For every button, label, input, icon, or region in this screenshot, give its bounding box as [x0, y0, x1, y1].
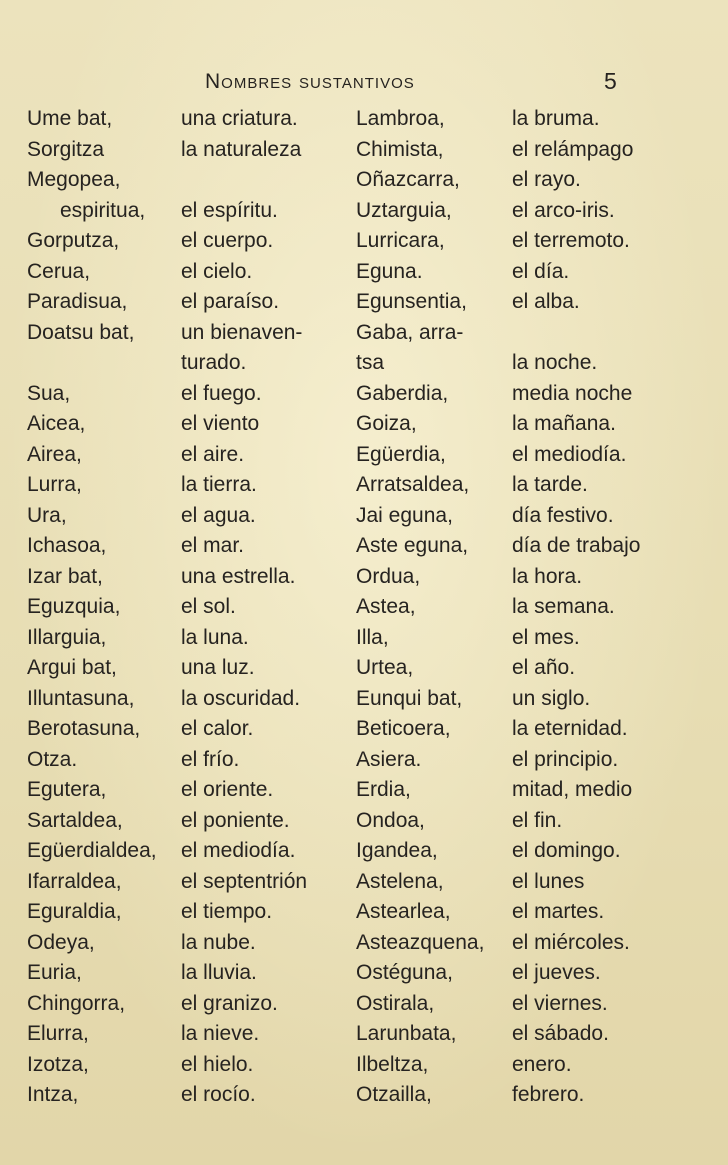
- spanish-word: la tierra.: [181, 473, 257, 496]
- spanish-word: la eternidad.: [512, 717, 628, 740]
- spanish-word: el rayo.: [512, 168, 581, 191]
- basque-word: Illuntasuna,: [27, 686, 135, 710]
- spanish-word: la mañana.: [512, 412, 616, 435]
- spanish-word: el mar.: [181, 534, 245, 557]
- basque-word: Erdia,: [356, 778, 411, 801]
- spanish-word: el viento: [181, 412, 260, 435]
- spanish-word: el miércoles.: [512, 930, 630, 954]
- spanish-word: febrero.: [512, 1083, 585, 1106]
- basque-word: Sartaldea,: [27, 808, 123, 832]
- basque-word: espiritua,: [60, 198, 146, 222]
- running-header: [0, 70, 728, 100]
- basque-word: Egutera,: [27, 778, 107, 801]
- spanish-word: el domingo.: [512, 839, 621, 862]
- basque-word: Beticoera,: [356, 717, 451, 740]
- spanish-word: el alba.: [512, 290, 580, 313]
- basque-word: Ostirala,: [356, 991, 435, 1015]
- basque-word: Ondoa,: [356, 808, 425, 832]
- spanish-word: la bruma.: [512, 107, 600, 130]
- basque-word: Argui bat,: [27, 656, 117, 679]
- spanish-column-left: [181, 104, 307, 1111]
- basque-word: tsa: [356, 351, 385, 374]
- page-title: Nombres sustantivos: [205, 70, 415, 93]
- spanish-word: el agua.: [181, 503, 256, 527]
- basque-word: Ilbeltza,: [356, 1052, 429, 1076]
- spanish-word: el jueves.: [512, 961, 601, 984]
- basque-word: Cerua,: [27, 259, 91, 283]
- basque-column-right: [356, 104, 484, 1111]
- basque-word: Oñazcarra,: [356, 168, 460, 191]
- basque-word: [27, 348, 157, 379]
- basque-word: Ostéguna,: [356, 961, 453, 984]
- spanish-word: el fin.: [512, 808, 563, 832]
- basque-word: Paradisua,: [27, 290, 128, 313]
- spanish-word: el hielo.: [181, 1052, 254, 1076]
- basque-word: Euria,: [27, 961, 82, 984]
- basque-word: Egüerdialdea,: [27, 839, 157, 862]
- spanish-word: la noche.: [512, 351, 598, 374]
- basque-word: Urtea,: [356, 656, 414, 679]
- basque-word: Arratsaldea,: [356, 473, 470, 496]
- basque-word: Asteazquena,: [356, 930, 485, 954]
- basque-word: Doatsu bat,: [27, 320, 135, 344]
- spanish-word: [512, 318, 640, 349]
- spanish-word: la semana.: [512, 595, 615, 618]
- basque-word: Ichasoa,: [27, 534, 107, 557]
- basque-word: Megopea,: [27, 168, 121, 191]
- basque-word: Astearlea,: [356, 900, 451, 923]
- spanish-word: el cielo.: [181, 259, 253, 283]
- spanish-word: enero.: [512, 1052, 572, 1076]
- basque-word: Eunqui bat,: [356, 686, 463, 710]
- spanish-word: el cuerpo.: [181, 229, 274, 252]
- basque-word: Elurra,: [27, 1022, 89, 1045]
- basque-word: Egunsentia,: [356, 290, 467, 313]
- spanish-word: una luz.: [181, 656, 255, 679]
- basque-word: Ura,: [27, 503, 67, 527]
- basque-word: Larunbata,: [356, 1022, 457, 1045]
- spanish-word: la hora.: [512, 564, 583, 588]
- basque-word: Aste eguna,: [356, 534, 469, 557]
- basque-word: Gaberdia,: [356, 381, 449, 405]
- basque-word: Chingorra,: [27, 991, 126, 1015]
- spanish-word: el viernes.: [512, 991, 608, 1015]
- basque-word: Intza,: [27, 1083, 79, 1106]
- spanish-word: el frío.: [181, 747, 240, 771]
- basque-word: Lurricara,: [356, 229, 445, 252]
- spanish-word: el fuego.: [181, 381, 262, 405]
- spanish-word: el mediodía.: [512, 442, 627, 466]
- basque-word: Illarguia,: [27, 625, 107, 649]
- spanish-word: el tiempo.: [181, 900, 273, 923]
- basque-word: Odeya,: [27, 930, 95, 954]
- spanish-word: el martes.: [512, 900, 605, 923]
- basque-word: Goiza,: [356, 412, 417, 435]
- spanish-word: la tarde.: [512, 473, 588, 496]
- spanish-column-right: [512, 104, 640, 1111]
- basque-word: Sua,: [27, 381, 71, 405]
- spanish-word: [181, 165, 307, 196]
- basque-word: Egüerdia,: [356, 442, 446, 466]
- spanish-word: el septentrión: [181, 869, 308, 893]
- spanish-word: una estrella.: [181, 564, 296, 588]
- spanish-word: el granizo.: [181, 991, 278, 1015]
- spanish-word: el espíritu.: [181, 198, 278, 222]
- basque-word: Astelena,: [356, 869, 444, 893]
- spanish-word: un bienaven-: [181, 320, 303, 344]
- spanish-word: la lluvia.: [181, 961, 257, 984]
- spanish-word: el poniente.: [181, 808, 290, 832]
- spanish-word: la oscuridad.: [181, 686, 301, 710]
- spanish-word: el arco-iris.: [512, 198, 615, 222]
- basque-word: Gaba, arra-: [356, 320, 464, 344]
- basque-word: Ume bat,: [27, 107, 113, 130]
- spanish-word: el paraíso.: [181, 290, 280, 313]
- spanish-word: el terremoto.: [512, 229, 630, 252]
- page-number: 5: [604, 68, 617, 94]
- spanish-word: el lunes: [512, 869, 585, 893]
- spanish-word: la naturaleza: [181, 137, 302, 161]
- spanish-word: turado.: [181, 351, 247, 374]
- basque-column-left: [27, 104, 157, 1111]
- basque-word: Igandea,: [356, 839, 438, 862]
- spanish-word: la nube.: [181, 930, 256, 954]
- basque-word: Jai eguna,: [356, 503, 453, 527]
- spanish-word: el mediodía.: [181, 839, 296, 862]
- spanish-word: el aire.: [181, 442, 245, 466]
- spanish-word: el sol.: [181, 595, 236, 618]
- basque-word: Ordua,: [356, 564, 421, 588]
- spanish-word: el rocío.: [181, 1083, 256, 1106]
- spanish-word: el día.: [512, 259, 570, 283]
- basque-word: Eguraldia,: [27, 900, 122, 923]
- basque-word: Illa,: [356, 625, 389, 649]
- spanish-word: día festivo.: [512, 503, 614, 527]
- spanish-word: mitad, medio: [512, 778, 633, 801]
- spanish-word: el año.: [512, 656, 576, 679]
- basque-word: Eguzquia,: [27, 595, 121, 618]
- basque-word: Uztarguia,: [356, 198, 452, 222]
- basque-word: Izotza,: [27, 1052, 89, 1076]
- basque-word: Aicea,: [27, 412, 86, 435]
- basque-word: Asiera.: [356, 747, 422, 771]
- basque-word: Lurra,: [27, 473, 82, 496]
- spanish-word: la nieve.: [181, 1022, 260, 1045]
- basque-word: Astea,: [356, 595, 416, 618]
- basque-word: Berotasuna,: [27, 717, 141, 740]
- spanish-word: el oriente.: [181, 778, 274, 801]
- spanish-word: un siglo.: [512, 686, 591, 710]
- spanish-word: el relámpago: [512, 137, 634, 161]
- spanish-word: una criatura.: [181, 107, 298, 130]
- basque-word: Lambroa,: [356, 107, 445, 130]
- basque-word: Ifarraldea,: [27, 869, 122, 893]
- spanish-word: el mes.: [512, 625, 580, 649]
- basque-word: Gorputza,: [27, 229, 120, 252]
- spanish-word: el calor.: [181, 717, 254, 740]
- basque-word: Eguna.: [356, 259, 423, 283]
- spanish-word: la luna.: [181, 625, 249, 649]
- spanish-word: día de trabajo: [512, 534, 641, 557]
- basque-word: Sorgitza: [27, 137, 105, 161]
- spanish-word: el principio.: [512, 747, 619, 771]
- basque-word: Izar bat,: [27, 564, 103, 588]
- spanish-word: el sábado.: [512, 1022, 609, 1045]
- basque-word: Otzailla,: [356, 1083, 432, 1106]
- spanish-word: media noche: [512, 381, 633, 405]
- basque-word: Chimista,: [356, 137, 444, 161]
- basque-word: Airea,: [27, 442, 82, 466]
- basque-word: Otza.: [27, 747, 78, 771]
